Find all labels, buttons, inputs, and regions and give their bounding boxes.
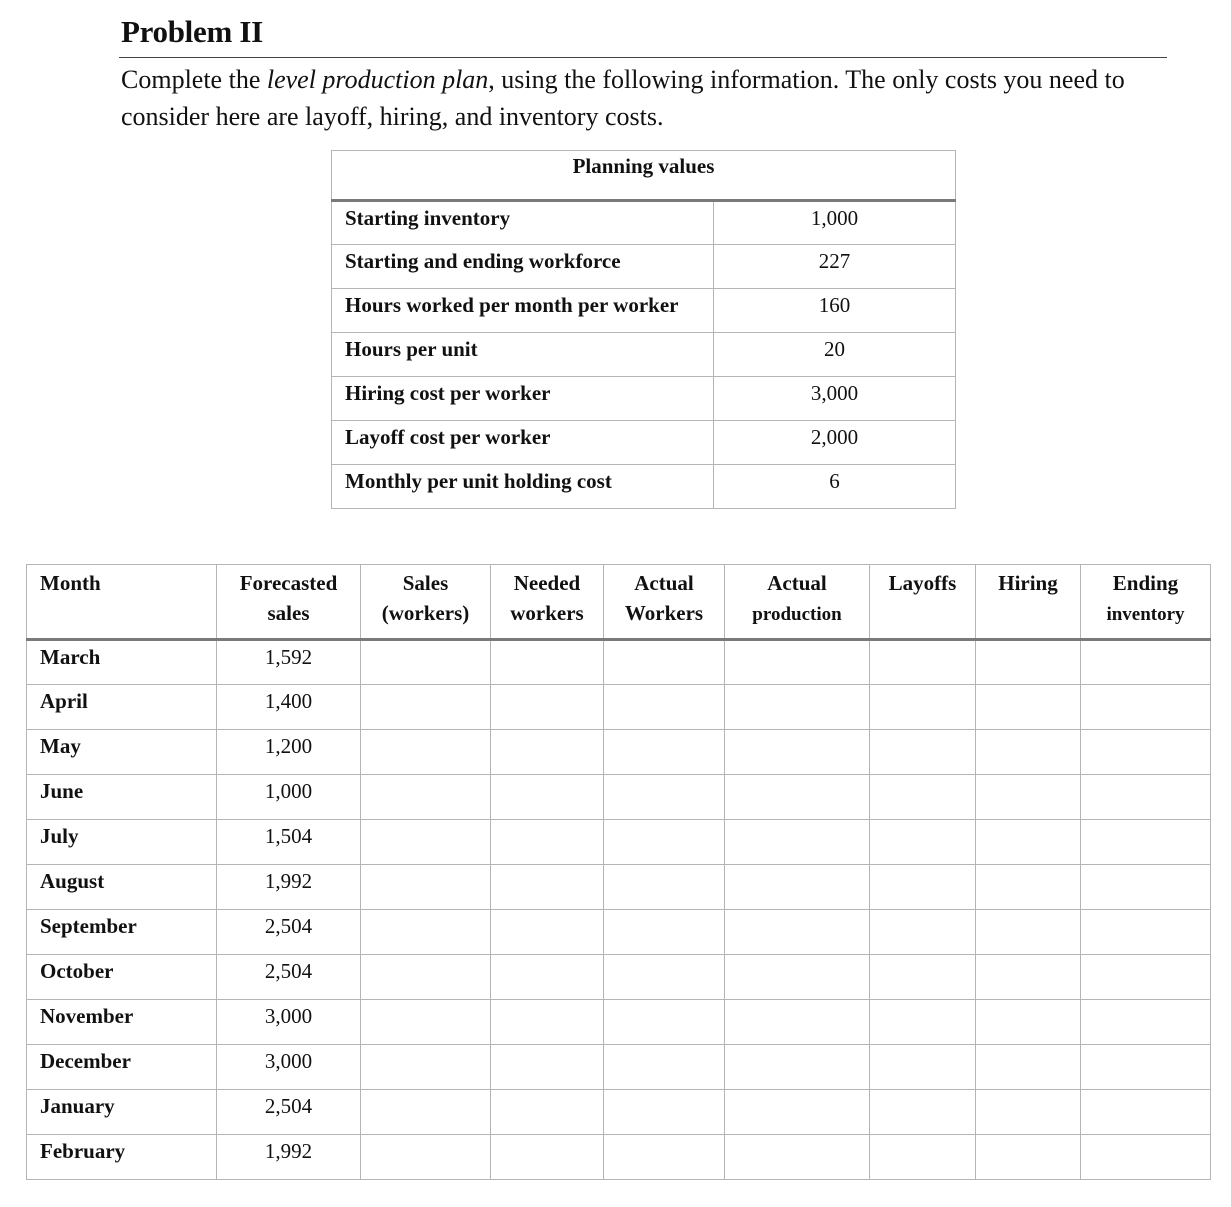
month-cell: November xyxy=(27,1000,217,1045)
table-row xyxy=(27,955,1211,1000)
empty-cell xyxy=(604,955,725,1000)
empty-cell xyxy=(976,820,1081,865)
month-cell: August xyxy=(27,865,217,910)
empty-cell xyxy=(976,1045,1081,1090)
empty-cell xyxy=(361,910,491,955)
table-row xyxy=(27,820,1211,865)
empty-cell xyxy=(1081,1090,1211,1135)
header-text: Needed xyxy=(513,571,581,595)
forecast-cell: 1,200 xyxy=(217,730,361,775)
forecast-cell: 1,400 xyxy=(217,685,361,730)
planning-label: Monthly per unit holding cost xyxy=(332,465,714,509)
forecast-cell: 1,592 xyxy=(217,640,361,685)
month-cell: October xyxy=(27,955,217,1000)
header-text: Workers xyxy=(624,601,704,625)
header-text: workers xyxy=(510,601,584,625)
header-ending-inventory xyxy=(1081,565,1211,640)
empty-cell xyxy=(725,1045,870,1090)
header-text: Actual xyxy=(767,571,827,595)
empty-cell xyxy=(604,775,725,820)
empty-cell xyxy=(361,865,491,910)
empty-cell xyxy=(491,1135,604,1180)
table-row xyxy=(27,865,1211,910)
empty-cell xyxy=(361,640,491,685)
empty-cell xyxy=(1081,775,1211,820)
empty-cell xyxy=(870,1090,976,1135)
empty-cell xyxy=(1081,685,1211,730)
empty-cell xyxy=(491,640,604,685)
planning-label: Starting inventory xyxy=(332,201,714,245)
header-text: (workers) xyxy=(381,601,470,625)
empty-cell xyxy=(604,910,725,955)
month-cell: April xyxy=(27,685,217,730)
forecast-cell: 2,504 xyxy=(217,1090,361,1135)
table-row xyxy=(27,910,1211,955)
empty-cell xyxy=(604,730,725,775)
empty-cell xyxy=(1081,730,1211,775)
planning-value: 1,000 xyxy=(714,201,956,245)
empty-cell xyxy=(725,685,870,730)
planning-value: 160 xyxy=(714,289,956,333)
header-actual-workers xyxy=(604,565,725,640)
header-text: Ending xyxy=(1112,571,1179,595)
header-text: Actual xyxy=(634,571,694,595)
empty-cell xyxy=(1081,1000,1211,1045)
empty-cell xyxy=(604,865,725,910)
empty-cell xyxy=(361,1135,491,1180)
header-hiring: Hiring xyxy=(976,565,1081,640)
header-text: inventory xyxy=(1106,604,1185,625)
planning-value: 2,000 xyxy=(714,421,956,465)
empty-cell xyxy=(491,1090,604,1135)
empty-cell xyxy=(870,685,976,730)
header-text: production xyxy=(752,604,842,625)
header-text: Forecasted xyxy=(239,571,338,595)
forecast-cell: 1,992 xyxy=(217,1135,361,1180)
empty-cell xyxy=(725,1135,870,1180)
empty-cell xyxy=(1081,1135,1211,1180)
level-production-plan-table xyxy=(26,564,1211,1180)
header-text: sales xyxy=(267,601,310,625)
empty-cell xyxy=(976,1090,1081,1135)
planning-row xyxy=(332,333,956,377)
empty-cell xyxy=(604,1090,725,1135)
planning-value: 20 xyxy=(714,333,956,377)
planning-row xyxy=(332,465,956,509)
month-cell: January xyxy=(27,1090,217,1135)
intro-emphasis: level production plan xyxy=(266,65,489,94)
empty-cell xyxy=(870,820,976,865)
intro-text-end: , using the following information. The only costs you need to consider here are layoff, hiring, and inventory costs. xyxy=(121,65,1125,131)
header-needed-workers xyxy=(491,565,604,640)
empty-cell xyxy=(725,730,870,775)
table-row xyxy=(27,640,1211,685)
empty-cell xyxy=(361,955,491,1000)
month-cell: February xyxy=(27,1135,217,1180)
empty-cell xyxy=(725,1000,870,1045)
empty-cell xyxy=(870,1000,976,1045)
empty-cell xyxy=(491,865,604,910)
forecast-cell: 1,000 xyxy=(217,775,361,820)
empty-cell xyxy=(725,865,870,910)
empty-cell xyxy=(1081,865,1211,910)
empty-cell xyxy=(870,1135,976,1180)
forecast-cell: 1,992 xyxy=(217,865,361,910)
table-row xyxy=(27,1090,1211,1135)
empty-cell xyxy=(491,775,604,820)
planning-label: Layoff cost per worker xyxy=(332,421,714,465)
empty-cell xyxy=(491,730,604,775)
empty-cell xyxy=(361,1090,491,1135)
month-cell: May xyxy=(27,730,217,775)
planning-values-table xyxy=(331,150,956,509)
empty-cell xyxy=(604,685,725,730)
empty-cell xyxy=(976,865,1081,910)
empty-cell xyxy=(604,640,725,685)
table-row xyxy=(27,1045,1211,1090)
month-cell: March xyxy=(27,640,217,685)
forecast-cell: 2,504 xyxy=(217,955,361,1000)
planning-label: Hours worked per month per worker xyxy=(332,289,714,333)
planning-row xyxy=(332,289,956,333)
header-forecasted-sales xyxy=(217,565,361,640)
planning-row xyxy=(332,245,956,289)
empty-cell xyxy=(870,865,976,910)
empty-cell xyxy=(491,1000,604,1045)
empty-cell xyxy=(361,1000,491,1045)
empty-cell xyxy=(976,775,1081,820)
empty-cell xyxy=(976,730,1081,775)
table-row xyxy=(27,775,1211,820)
planning-value: 6 xyxy=(714,465,956,509)
forecast-cell: 1,504 xyxy=(217,820,361,865)
forecast-cell: 2,504 xyxy=(217,910,361,955)
planning-row xyxy=(332,377,956,421)
empty-cell xyxy=(976,955,1081,1000)
planning-label: Hiring cost per worker xyxy=(332,377,714,421)
empty-cell xyxy=(725,775,870,820)
empty-cell xyxy=(976,640,1081,685)
planning-values-header: Planning values xyxy=(332,151,956,201)
header-sales-workers xyxy=(361,565,491,640)
forecast-cell: 3,000 xyxy=(217,1000,361,1045)
empty-cell xyxy=(604,820,725,865)
empty-cell xyxy=(491,1045,604,1090)
empty-cell xyxy=(725,820,870,865)
empty-cell xyxy=(604,1000,725,1045)
title-divider xyxy=(119,57,1167,58)
header-layoffs: Layoffs xyxy=(870,565,976,640)
table-row xyxy=(27,1000,1211,1045)
empty-cell xyxy=(604,1045,725,1090)
empty-cell xyxy=(1081,640,1211,685)
empty-cell xyxy=(1081,955,1211,1000)
empty-cell xyxy=(1081,820,1211,865)
empty-cell xyxy=(361,775,491,820)
empty-cell xyxy=(870,730,976,775)
header-month: Month xyxy=(27,565,217,640)
problem-title: Problem II xyxy=(121,14,263,49)
empty-cell xyxy=(361,820,491,865)
month-cell: June xyxy=(27,775,217,820)
empty-cell xyxy=(725,640,870,685)
empty-cell xyxy=(361,1045,491,1090)
empty-cell xyxy=(976,1135,1081,1180)
empty-cell xyxy=(491,955,604,1000)
empty-cell xyxy=(976,910,1081,955)
empty-cell xyxy=(491,910,604,955)
table-row xyxy=(27,730,1211,775)
empty-cell xyxy=(725,955,870,1000)
month-cell: July xyxy=(27,820,217,865)
empty-cell xyxy=(870,955,976,1000)
planning-row xyxy=(332,421,956,465)
empty-cell xyxy=(604,1135,725,1180)
empty-cell xyxy=(361,685,491,730)
header-actual-production xyxy=(725,565,870,640)
planning-value: 3,000 xyxy=(714,377,956,421)
problem-instructions xyxy=(121,61,1181,135)
planning-label: Hours per unit xyxy=(332,333,714,377)
empty-cell xyxy=(491,820,604,865)
table-row xyxy=(27,685,1211,730)
empty-cell xyxy=(361,730,491,775)
intro-text-start: Complete the xyxy=(121,65,267,94)
empty-cell xyxy=(1081,910,1211,955)
empty-cell xyxy=(725,1090,870,1135)
empty-cell xyxy=(976,685,1081,730)
forecast-cell: 3,000 xyxy=(217,1045,361,1090)
empty-cell xyxy=(870,910,976,955)
month-cell: September xyxy=(27,910,217,955)
planning-value: 227 xyxy=(714,245,956,289)
empty-cell xyxy=(725,910,870,955)
planning-label: Starting and ending workforce xyxy=(332,245,714,289)
empty-cell xyxy=(1081,1045,1211,1090)
planning-row xyxy=(332,201,956,245)
month-cell: December xyxy=(27,1045,217,1090)
empty-cell xyxy=(870,775,976,820)
empty-cell xyxy=(976,1000,1081,1045)
empty-cell xyxy=(870,1045,976,1090)
table-row xyxy=(27,1135,1211,1180)
empty-cell xyxy=(870,640,976,685)
empty-cell xyxy=(491,685,604,730)
header-text: Sales xyxy=(402,571,449,595)
